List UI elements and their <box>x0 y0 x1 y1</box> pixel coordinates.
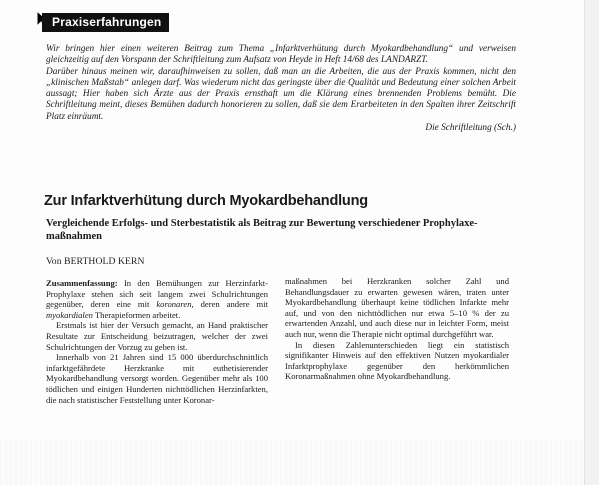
summary-text: Therapieformen arbeitet. <box>92 309 181 320</box>
intro-paragraph: Wir bringen hier einen weiteren Beitrag zum Thema „Infarktverhütung durch Myokardbehandlung“ und verweisen gleichzeitig auf den Vorspann der Schriftleitung zum Aufsatz von Heyde in Heft 14/68 des LANDARZT. <box>46 44 516 66</box>
summary-label: Zusammenfassung: <box>46 278 118 288</box>
summary-text: , deren andere mit <box>191 299 268 310</box>
article-title: Zur Infarktverhütung durch Myokardbehandlung <box>44 193 368 209</box>
intro-paragraph: Darüber hinaus meinen wir, daraufhinweisen zu sollen, daß man an die Arbeiten, die aus der Praxis kommen, nicht den „klinischen Maßstab“ anlegen darf. Was wiederum nicht das geringste über die Qualität und Bedeutung einer solchen Arbeit aussagt; Hier haben sich Ärzte aus der Praxis ernsthaft um die Klärung eines brennenden Problems bemüht. Die Schriftleitung meint, dieses Bemühen dadurch honorieren zu sollen, daß sie dem Erarbeiteten in den Spalten ihrer Zeitschrift Platz einräumt. <box>46 66 516 122</box>
editorial-intro <box>46 44 516 134</box>
body-paragraph: In diesen Zahlenunterschieden liegt ein statistisch signifikanter Hinweis auf den effektiven Nutzen myokardialer Infarktprophylaxe gegenüber den herkömmlichen Koronarmaßnahmen ohne Myokardbehandlung. <box>285 339 509 382</box>
scan-noise <box>0 440 585 485</box>
body-column-right <box>285 276 509 382</box>
summary-paragraph <box>46 278 268 320</box>
body-paragraph: Innerhalb von 21 Jahren sind 15 000 überdurchschnittlich infarktgefährdete Herzkranke mit euthetisierender Myokardbehandlung versorgt worden. Gegenüber mehr als 100 tödlichen und einigen Hunderten nichttödlichen Herzinfarkten, die nach statistischer Feststellung unter Koronar- <box>46 352 268 405</box>
body-paragraph: maßnahmen bei Herzkranken solcher Zahl und Behandlungsdauer zu erwarten gewesen wären, traten unter Myokardbehandlung überhaupt keine tödlichen Infarkte mehr auf, und von den nichttödlichen nur etwa 5–10 % der zu erwartenden Anzahl, und auch diese nur in leichter Form, meist auch nur, wenn die Therapie nicht optimal durchgeführt war. <box>285 276 509 339</box>
article-author: Von BERTHOLD KERN <box>46 256 145 267</box>
summary-emphasis: myokardialen <box>46 309 93 320</box>
body-paragraph: Erstmals ist hier der Versuch gemacht, an Hand praktischer Resultate zur Entscheidung beizutragen, welcher der zwei Schulrichtungen der Vorzug zu geben ist. <box>46 320 268 352</box>
body-column-left <box>46 278 268 405</box>
viewer-edge <box>584 0 599 485</box>
editorial-signature: Die Schriftleitung (Sch.) <box>425 123 516 134</box>
article-subtitle: Vergleichende Erfolgs- und Sterbestatistik als Beitrag zur Bewertung verschiedener Prophylaxe-maßnahmen <box>46 218 478 242</box>
summary-emphasis: koronaren <box>156 299 192 310</box>
section-tag: Praxiserfahrungen <box>42 13 169 32</box>
summary-text: In den Bemühungen zur Herzinfarkt-Prophylaxe stehen sich seit langem zwei Schulrichtungen gegenüber, deren eine mit <box>46 278 268 310</box>
